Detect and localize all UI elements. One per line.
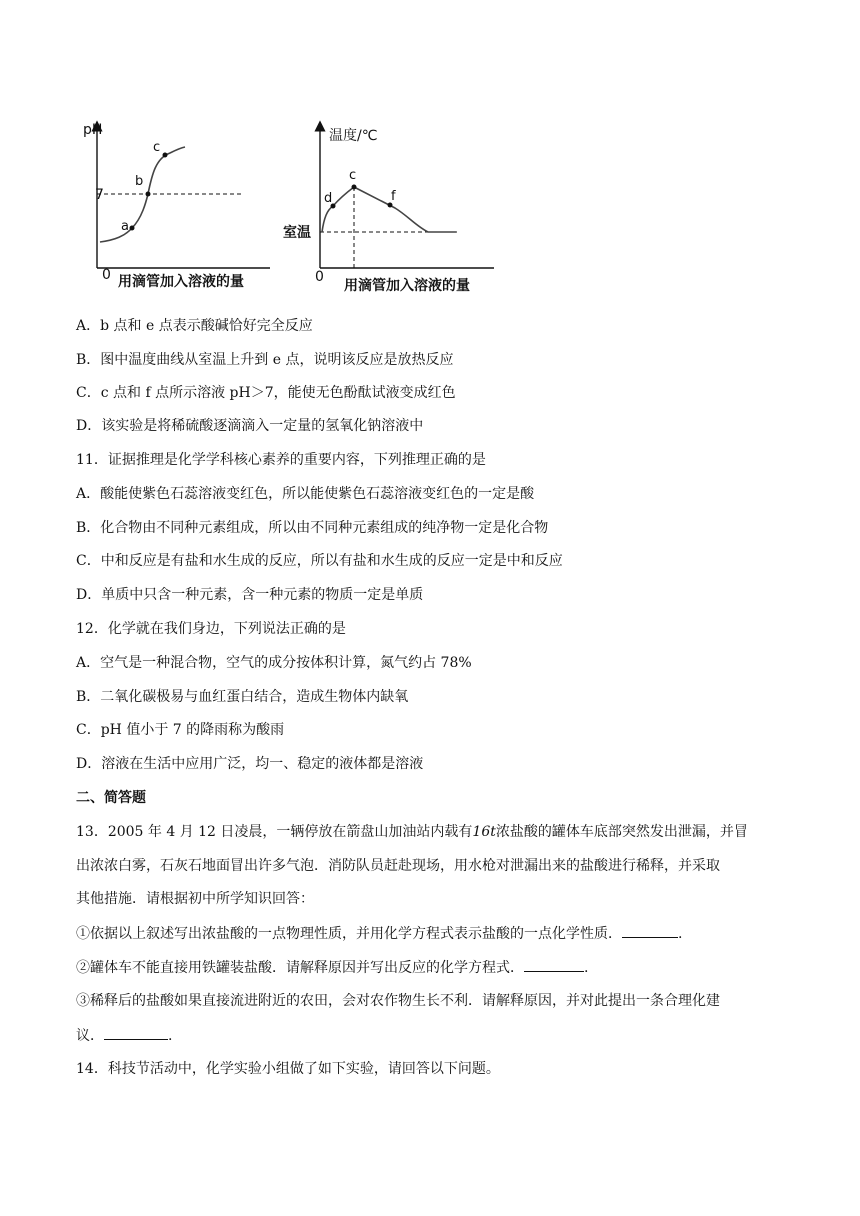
q13-item-2-end: . — [584, 960, 589, 976]
temperature-chart — [280, 118, 500, 298]
ph-origin-label: 0 — [102, 267, 111, 283]
temp-point-c — [352, 185, 357, 190]
ph-point-a-label: a — [121, 219, 129, 234]
temp-y-label: 温度/℃ — [329, 128, 378, 144]
temp-point-f-label: f — [391, 189, 396, 204]
ph-point-c-label: c — [153, 140, 161, 155]
q13-line-3: 其他措施．请根据初中所学知识回答： — [76, 891, 314, 907]
temp-point-c-label: c — [349, 168, 357, 183]
temp-origin-label: 0 — [315, 269, 324, 285]
q11-option-b: B．化合物由不同种元素组成，所以由不同种元素组成的纯净物一定是化合物 — [76, 520, 549, 536]
q13-item-1-end: . — [678, 926, 683, 942]
q11-option-c: C．中和反应是有盐和水生成的反应，所以有盐和水生成的反应一定是中和反应 — [76, 553, 563, 569]
q11-option-a: A．酸能使紫色石蕊溶液变红色，所以能使紫色石蕊溶液变红色的一定是酸 — [76, 486, 535, 502]
ph-point-b-label: b — [135, 174, 144, 189]
q13-item-3-cont — [76, 1025, 172, 1046]
temp-x-label: 用滴管加入溶液的量 — [344, 278, 470, 294]
q12-option-c: C．pH 值小于 7 的降雨称为酸雨 — [76, 722, 285, 738]
q13-item-2 — [76, 957, 588, 978]
temp-curve — [322, 187, 456, 232]
q13-item-2-text: ②罐体车不能直接用铁罐装盐酸．请解释原因并写出反应的化学方程式． — [76, 960, 524, 976]
ph-chart — [80, 118, 280, 298]
q13-line-1-mass: 16t — [472, 824, 496, 840]
q13-line-2: 出浓浓白雾，石灰石地面冒出许多气泡．消防队员赶赴现场，用水枪对泄漏出来的盐酸进行稀释，并采取 — [76, 858, 720, 874]
q13-item-1 — [76, 923, 682, 944]
q13-item-3-blank[interactable] — [104, 1025, 168, 1040]
q11-option-d: D．单质中只含一种元素，含一种元素的物质一定是单质 — [76, 587, 424, 603]
q10-option-a: A．b 点和 e 点表示酸碱恰好完全反应 — [76, 318, 313, 334]
q10-option-d: D．该实验是将稀硫酸逐滴滴入一定量的氢氧化钠溶液中 — [76, 418, 424, 434]
q13-item-3-end: . — [168, 1028, 173, 1044]
q12-stem: 12．化学就在我们身边，下列说法正确的是 — [76, 621, 346, 637]
q13-item-3-cont-text: 议． — [76, 1028, 104, 1044]
q13-item-1-text: ①依据以上叙述写出浓盐酸的一点物理性质，并用化学方程式表示盐酸的一点化学性质． — [76, 926, 622, 942]
ph-x-label: 用滴管加入溶液的量 — [118, 274, 244, 290]
ph-reference-label: 7 — [95, 187, 104, 203]
q13-item-2-blank[interactable] — [524, 957, 584, 972]
q13-line-1-start: 13．2005 年 4 月 12 日凌晨，一辆停放在箭盘山加油站内载有 — [76, 824, 473, 840]
q13-item-3: ③稀释后的盐酸如果直接流进附近的农田，会对农作物生长不利．请解释原因，并对此提出一条合理化建 — [76, 993, 720, 1009]
temp-point-d-label: d — [324, 191, 333, 206]
q11-stem: 11．证据推理是化学学科核心素养的重要内容，下列推理正确的是 — [76, 452, 486, 468]
q13-line-1-end: 浓盐酸的罐体车底部突然发出泄漏，并冒 — [495, 824, 748, 840]
ph-point-c — [163, 153, 168, 158]
q12-option-a: A．空气是一种混合物，空气的成分按体积计算，氮气约占 78% — [76, 655, 472, 671]
q12-option-d: D．溶液在生活中应用广泛，均一、稳定的液体都是溶液 — [76, 756, 424, 772]
q14-stem: 14．科技节活动中，化学实验小组做了如下实验，请回答以下问题。 — [76, 1061, 500, 1077]
section-heading: 二、简答题 — [76, 790, 146, 806]
q10-option-c: C．c 点和 f 点所示溶液 pH＞7，能使无色酚酞试液变成红色 — [76, 385, 456, 401]
q12-option-b: B．二氧化碳极易与血红蛋白结合，造成生物体内缺氧 — [76, 689, 409, 705]
ph-point-a — [130, 226, 135, 231]
ph-point-b — [146, 192, 151, 197]
q13-item-1-blank[interactable] — [622, 923, 678, 938]
ph-y-label: pH — [83, 122, 103, 138]
q13-line-1 — [76, 822, 748, 842]
temp-room-label: 室温 — [283, 225, 311, 241]
q10-option-b: B．图中温度曲线从室温上升到 e 点，说明该反应是放热反应 — [76, 352, 454, 368]
